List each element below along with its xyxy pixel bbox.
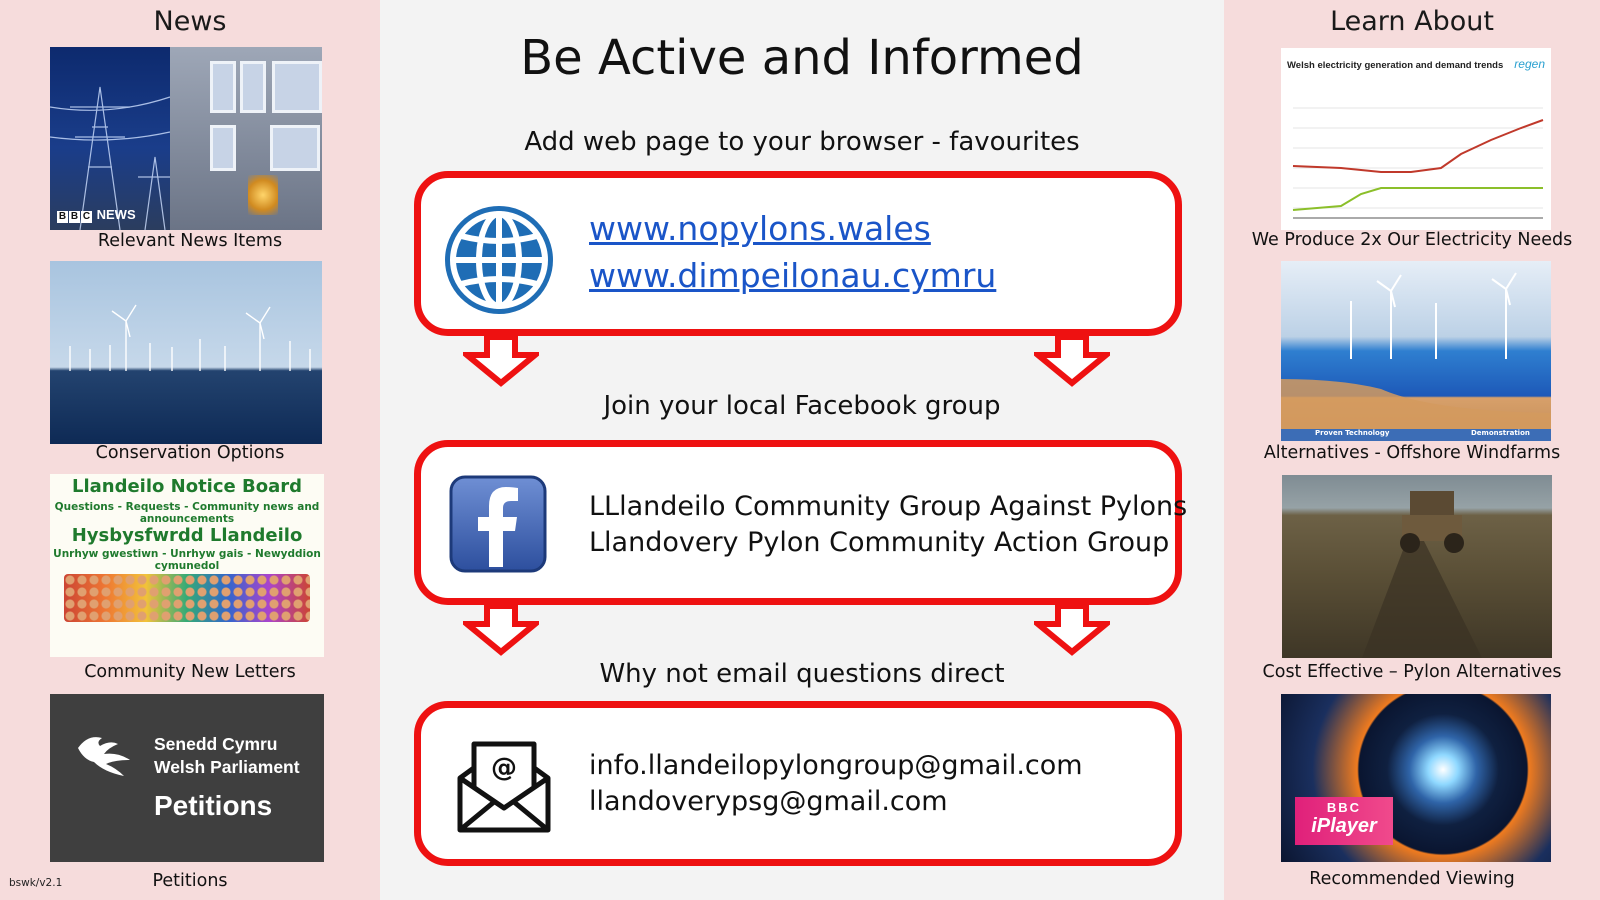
electricity-caption[interactable]: We Produce 2x Our Electricity Needs (1251, 230, 1573, 250)
notice-board-subtitle-welsh: Unrhyw gwestiwn - Unrhyw gais - Newyddion cymunedol (53, 548, 321, 572)
down-arrow-icon (1034, 604, 1110, 656)
offshore-windfarm-tile-image[interactable] (1281, 261, 1551, 441)
bbc-iplayer-logo: BBC iPlayer (1295, 797, 1393, 845)
petitions-label: Petitions (154, 790, 273, 821)
welsh-parliament-name: Welsh Parliament (154, 757, 300, 777)
tractor-icon (1282, 475, 1552, 658)
bbc-news-logo: B B C NEWS (58, 207, 136, 222)
chart-thumbnail-title: Welsh electricity generation and demand trends (1287, 60, 1504, 71)
email-llandeilo[interactable]: info.llandeilopylongroup@gmail.com (589, 750, 1083, 781)
notice-board-title-welsh: Hysbysfwrdd Llandeilo (71, 525, 303, 546)
petitions-tile-image[interactable] (50, 694, 324, 862)
down-arrow-icon (463, 604, 539, 656)
newsletters-caption[interactable]: Community New Letters (84, 662, 296, 682)
regen-logo: regen (1514, 57, 1545, 71)
conservation-tile-image[interactable] (50, 261, 322, 444)
notice-board-title: Llandeilo Notice Board (71, 476, 302, 497)
crowd-illustration (64, 574, 310, 622)
facebook-group-llandeilo[interactable]: LLlandeilo Community Group Against Pylons (589, 491, 1188, 522)
senedd-dragon-icon (74, 730, 134, 780)
senedd-name: Senedd Cymru (154, 734, 278, 754)
iplayer-tile-image[interactable] (1281, 694, 1551, 862)
email-llandovery[interactable]: llandoverypsg@gmail.com (589, 786, 948, 817)
cable-trench-tile-image[interactable] (1282, 475, 1552, 658)
left-panel (0, 0, 380, 900)
page-title: Be Active and Informed (520, 30, 1084, 86)
step-facebook-label: Join your local Facebook group (603, 391, 1001, 421)
petitions-caption[interactable]: Petitions (152, 871, 228, 891)
recommended-viewing-caption[interactable]: Recommended Viewing (1309, 869, 1515, 889)
electricity-chart-tile-image[interactable] (1281, 48, 1551, 230)
technology-band: Proven Technology Demonstration (1281, 429, 1551, 441)
down-arrow-icon (1034, 335, 1110, 387)
step-email-label: Why not email questions direct (599, 659, 1005, 689)
svg-text:@: @ (491, 753, 517, 783)
news-tile-image[interactable] (50, 47, 322, 230)
website-card (414, 171, 1182, 336)
version-label: bswk/v2.1 (9, 877, 63, 889)
right-panel (1224, 0, 1600, 900)
news-caption[interactable]: Relevant News Items (97, 231, 283, 251)
step-browser-label: Add web page to your browser - favourites (524, 127, 1080, 157)
link-dimpeilonau[interactable]: www.dimpeilonau.cymru (589, 256, 997, 295)
offshore-turbines-icon (1281, 261, 1551, 441)
cost-effective-caption[interactable]: Cost Effective – Pylon Alternatives (1262, 662, 1562, 682)
facebook-group-llandovery[interactable]: Llandovery Pylon Community Action Group (589, 527, 1170, 558)
envelope-icon (454, 736, 554, 836)
link-nopylons[interactable]: www.nopylons.wales (589, 209, 931, 248)
house-illustration (170, 47, 322, 230)
news-heading: News (153, 6, 227, 37)
down-arrow-icon (463, 335, 539, 387)
globe-icon (443, 204, 555, 316)
conservation-caption[interactable]: Conservation Options (95, 443, 285, 463)
windfarm-caption[interactable]: Alternatives - Offshore Windfarms (1263, 443, 1561, 463)
learn-about-heading: Learn About (1330, 6, 1494, 37)
facebook-icon (449, 475, 547, 573)
chart-thumbnail-graphic (1281, 48, 1551, 230)
facebook-card (414, 440, 1188, 605)
notice-board-tile-image[interactable] (50, 474, 324, 657)
wind-turbines-icon (50, 261, 322, 444)
email-card (414, 701, 1182, 866)
notice-board-subtitle: Questions - Requests - Community news and announcements (54, 501, 320, 525)
